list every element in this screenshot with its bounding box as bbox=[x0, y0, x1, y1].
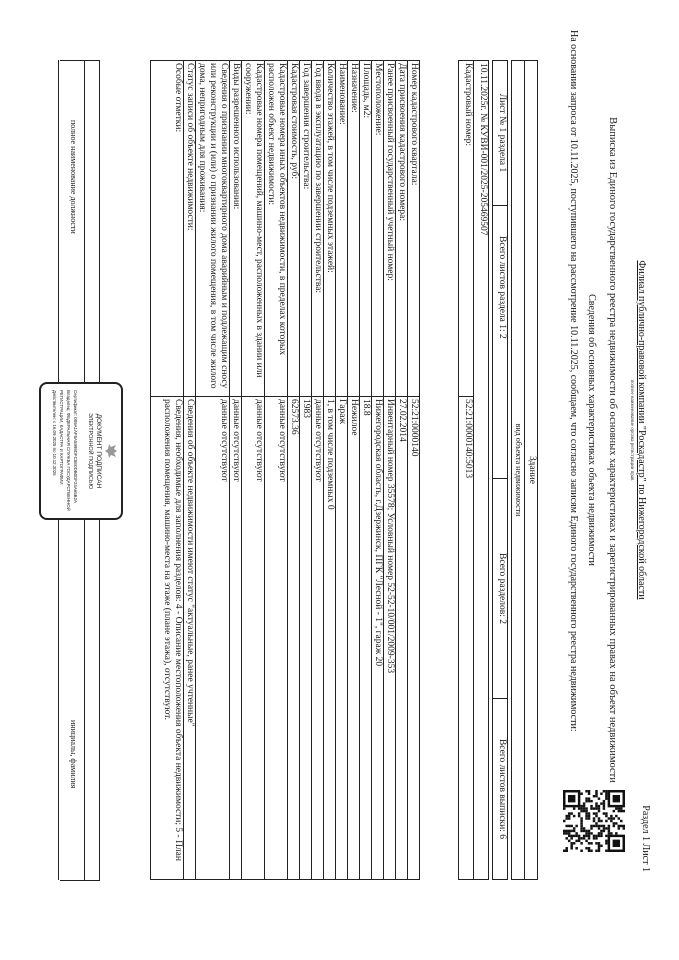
qr-module bbox=[583, 830, 585, 832]
qr-module bbox=[588, 830, 590, 832]
row-value: данные отсутствуют bbox=[265, 397, 288, 880]
qr-module bbox=[593, 825, 595, 827]
qr-module bbox=[605, 812, 607, 814]
qr-module bbox=[588, 832, 590, 834]
qr-module bbox=[580, 817, 582, 819]
table-row bbox=[265, 61, 288, 880]
table-row bbox=[230, 61, 242, 880]
qr-module bbox=[563, 850, 565, 852]
qr-module bbox=[580, 807, 582, 809]
row-value: данные отсутствуют bbox=[196, 397, 230, 880]
object-type-table bbox=[511, 60, 538, 880]
qr-module bbox=[595, 812, 597, 814]
table-row bbox=[384, 61, 396, 880]
qr-module bbox=[595, 822, 597, 824]
qr-module bbox=[580, 830, 582, 832]
qr-module bbox=[615, 832, 617, 834]
qr-module bbox=[585, 815, 587, 817]
qr-module bbox=[605, 842, 607, 844]
qr-module bbox=[603, 830, 605, 832]
table-row bbox=[196, 61, 230, 880]
qr-module bbox=[598, 850, 600, 852]
qr-finder-center bbox=[613, 795, 620, 802]
table-row bbox=[324, 61, 336, 880]
qr-module bbox=[563, 820, 565, 822]
qr-module bbox=[583, 807, 585, 809]
organization-name-text: Филиал публично-правовой компании "Роскадастр" по Нижегородской области bbox=[636, 260, 647, 600]
row-value: 27.02.2014 bbox=[396, 397, 408, 880]
table-row bbox=[348, 61, 360, 880]
qr-module bbox=[598, 820, 600, 822]
qr-module bbox=[605, 850, 607, 852]
qr-module bbox=[598, 845, 600, 847]
qr-module bbox=[600, 820, 602, 822]
sheets-in-section: Всего листов раздела 1: 2 bbox=[493, 206, 508, 479]
row-value: данные отсутствуют bbox=[312, 397, 324, 880]
qr-module bbox=[603, 807, 605, 809]
row-value: 1, в том числе подземных 0 bbox=[324, 397, 336, 880]
request-table bbox=[458, 60, 489, 880]
qr-module bbox=[585, 790, 587, 792]
qr-module bbox=[590, 800, 592, 802]
qr-module bbox=[585, 835, 587, 837]
position-caption: полное наименование должности bbox=[69, 120, 78, 234]
qr-module bbox=[598, 797, 600, 799]
object-type-caption: вид объекта недвижимости bbox=[512, 61, 525, 880]
qr-module bbox=[623, 810, 625, 812]
qr-module bbox=[595, 795, 597, 797]
organization-caption: полное наименование органа регистрации прав bbox=[629, 379, 634, 481]
basis-text: На основании запроса от 10.11.2025, поступившего на рассмотрение 10.11.2025, сообщаем, что согласно записям Единого государственного реестра недвижимости: bbox=[568, 30, 579, 732]
qr-module bbox=[593, 820, 595, 822]
table-row bbox=[408, 61, 420, 880]
qr-module bbox=[600, 845, 602, 847]
row-label: Особые отметки: bbox=[151, 61, 184, 397]
qr-module bbox=[595, 790, 597, 792]
qr-module bbox=[593, 795, 595, 797]
qr-module bbox=[615, 815, 617, 817]
qr-module bbox=[618, 825, 620, 827]
qr-module bbox=[608, 832, 610, 834]
emblem-icon bbox=[104, 442, 118, 460]
qr-module bbox=[583, 802, 585, 804]
qr-module bbox=[598, 817, 600, 819]
qr-module bbox=[613, 825, 615, 827]
qr-module bbox=[593, 837, 595, 839]
stamp-owner-2: РЕГИСТРАЦИИ, КАДАСТРА И КАРТОГРАФИИ bbox=[59, 390, 64, 485]
qr-module bbox=[598, 827, 600, 829]
qr-module bbox=[605, 792, 607, 794]
row-label: Наименование: bbox=[336, 61, 348, 397]
qr-module bbox=[580, 810, 582, 812]
qr-module bbox=[595, 842, 597, 844]
qr-module bbox=[585, 840, 587, 842]
row-value: Сведения об объекте недвижимости имеют статус "актуальные, ранее учтенные" bbox=[184, 397, 196, 880]
row-label: Виды разрешенного использования: bbox=[230, 61, 242, 397]
qr-module bbox=[580, 837, 582, 839]
qr-module bbox=[595, 802, 597, 804]
qr-module bbox=[615, 807, 617, 809]
qr-module bbox=[608, 817, 610, 819]
stamp-certificate: Сертификат: 009A1AF5A5999DFC5E0DB0DF24A65B2A bbox=[73, 390, 78, 503]
sheets-total: Всего листов выписки: 6 bbox=[493, 699, 508, 880]
qr-module bbox=[595, 850, 597, 852]
qr-module bbox=[600, 832, 602, 834]
row-value: Нижегородская область, г.Дзержинск, ПГК "Лесной - 1", гараж 20 bbox=[372, 397, 384, 880]
qr-module bbox=[585, 817, 587, 819]
qr-finder-center bbox=[613, 840, 620, 847]
qr-module bbox=[603, 812, 605, 814]
row-value: Нежилое bbox=[348, 397, 360, 880]
request-number: 10.11.2025г. № КУВИ-001/2025-205469507 bbox=[474, 61, 489, 880]
row-value: 1983 bbox=[300, 397, 312, 880]
qr-module bbox=[600, 835, 602, 837]
table-row bbox=[242, 61, 265, 880]
qr-module bbox=[620, 820, 622, 822]
signature-border bbox=[60, 880, 100, 881]
qr-module bbox=[595, 815, 597, 817]
qr-module bbox=[595, 792, 597, 794]
qr-module bbox=[605, 827, 607, 829]
qr-module bbox=[620, 825, 622, 827]
qr-module bbox=[585, 832, 587, 834]
qr-module bbox=[598, 805, 600, 807]
qr-module bbox=[600, 830, 602, 832]
qr-module bbox=[603, 825, 605, 827]
qr-module bbox=[598, 842, 600, 844]
row-value: 18.8 bbox=[360, 397, 372, 880]
table-row bbox=[372, 61, 384, 880]
qr-module bbox=[580, 822, 582, 824]
table-row bbox=[288, 61, 300, 880]
qr-module bbox=[598, 810, 600, 812]
qr-module bbox=[580, 827, 582, 829]
qr-module bbox=[605, 840, 607, 842]
qr-module bbox=[590, 827, 592, 829]
qr-module bbox=[620, 810, 622, 812]
qr-module bbox=[580, 792, 582, 794]
qr-module bbox=[598, 807, 600, 809]
qr-module bbox=[613, 817, 615, 819]
row-value: Инвентарный номер 35578; Условный номер 52-52-10/001/2009-353 bbox=[384, 397, 396, 880]
row-value: данные отсутствуют bbox=[230, 397, 242, 880]
qr-module bbox=[583, 805, 585, 807]
qr-module bbox=[605, 815, 607, 817]
row-label: Кадастровые номера иных объектов недвижимости, в пределах которых расположен объект недвижимости: bbox=[265, 61, 288, 397]
row-label: Местоположение: bbox=[372, 61, 384, 397]
qr-module bbox=[590, 805, 592, 807]
qr-module bbox=[583, 837, 585, 839]
qr-module bbox=[608, 825, 610, 827]
table-row bbox=[184, 61, 196, 880]
row-label: Назначение: bbox=[348, 61, 360, 397]
qr-module bbox=[610, 820, 612, 822]
qr-module bbox=[615, 822, 617, 824]
qr-module bbox=[585, 807, 587, 809]
qr-module bbox=[588, 817, 590, 819]
qr-module bbox=[580, 805, 582, 807]
stamp-subtitle: ЭЛЕКТРОННОЙ ПОДПИСЬЮ bbox=[87, 412, 93, 490]
qr-module bbox=[590, 842, 592, 844]
qr-module bbox=[585, 797, 587, 799]
name-caption: инициалы, фамилия bbox=[69, 720, 78, 789]
sheet-info-table bbox=[492, 60, 508, 880]
qr-module bbox=[585, 810, 587, 812]
qr-module bbox=[598, 835, 600, 837]
qr-module bbox=[595, 805, 597, 807]
table-row bbox=[151, 61, 184, 880]
qr-module bbox=[610, 817, 612, 819]
qr-module bbox=[590, 850, 592, 852]
qr-module bbox=[583, 835, 585, 837]
qr-module bbox=[588, 850, 590, 852]
qr-module bbox=[563, 832, 565, 834]
qr-module bbox=[600, 802, 602, 804]
qr-module bbox=[583, 827, 585, 829]
qr-module bbox=[600, 792, 602, 794]
qr-module bbox=[563, 807, 565, 809]
qr-module bbox=[595, 837, 597, 839]
qr-module bbox=[588, 790, 590, 792]
qr-module bbox=[623, 827, 625, 829]
qr-module bbox=[610, 832, 612, 834]
stamp-owner: Владелец: ФЕДЕРАЛЬНАЯ СЛУЖБА ГОСУДАРСТВЕННОЙ bbox=[66, 390, 71, 511]
qr-module bbox=[618, 810, 620, 812]
qr-module bbox=[588, 815, 590, 817]
qr-module bbox=[603, 827, 605, 829]
qr-module bbox=[608, 827, 610, 829]
row-label: Количество этажей, в том числе подземных этажей: bbox=[324, 61, 336, 397]
qr-module bbox=[583, 810, 585, 812]
qr-module bbox=[618, 807, 620, 809]
qr-module bbox=[585, 800, 587, 802]
qr-module bbox=[598, 847, 600, 849]
characteristics-table bbox=[150, 60, 420, 880]
row-value: Сведения, необходимые для заполнения разделов: 4 - Описание местоположения объекта недвижимости; 5 - План расположения помещения, машино-места на этаже (плане этажа), отсутствуют. bbox=[151, 397, 184, 880]
qr-module bbox=[580, 825, 582, 827]
qr-module bbox=[603, 790, 605, 792]
row-label: Номер кадастрового квартала: bbox=[408, 61, 420, 397]
qr-module bbox=[605, 797, 607, 799]
qr-module bbox=[605, 835, 607, 837]
row-label: Ранее присвоенный государственный учетный номер: bbox=[384, 61, 396, 397]
document-subtitle: Сведения об основных характеристиках объекта недвижимости bbox=[586, 294, 597, 566]
row-value: 62573.36 bbox=[288, 397, 300, 880]
qr-module bbox=[585, 830, 587, 832]
section-label: Раздел 1 Лист 1 bbox=[640, 805, 651, 872]
qr-module bbox=[593, 817, 595, 819]
table-row bbox=[336, 61, 348, 880]
qr-module bbox=[605, 795, 607, 797]
qr-module bbox=[598, 825, 600, 827]
qr-module bbox=[598, 832, 600, 834]
row-label: Кадастровая стоимость, руб: bbox=[288, 61, 300, 397]
row-label: Кадастровые номера помещений, машино-мест, расположенных в здании или сооружении: bbox=[242, 61, 265, 397]
document-title: Выписка из Единого государственного реестра недвижимости об основных характеристиках и зарегистрированных правах на объект недвижимости bbox=[607, 117, 618, 783]
stamp-validity: Действителен: с 16.09.2025 по 10.12.2026 bbox=[52, 390, 57, 476]
qr-module bbox=[593, 812, 595, 814]
qr-module bbox=[623, 825, 625, 827]
qr-module bbox=[608, 830, 610, 832]
qr-module bbox=[618, 827, 620, 829]
row-label: Год ввода в эксплуатацию по завершении строительства: bbox=[312, 61, 324, 397]
qr-module bbox=[603, 802, 605, 804]
qr-module bbox=[610, 815, 612, 817]
qr-module bbox=[580, 842, 582, 844]
qr-module bbox=[605, 790, 607, 792]
qr-module bbox=[613, 810, 615, 812]
qr-module bbox=[563, 830, 565, 832]
cadastral-number-label: Кадастровый номер: bbox=[459, 61, 474, 397]
object-type: Здание bbox=[525, 61, 538, 880]
qr-module bbox=[585, 812, 587, 814]
qr-module bbox=[580, 820, 582, 822]
qr-module bbox=[613, 822, 615, 824]
qr-module bbox=[588, 792, 590, 794]
qr-module bbox=[588, 835, 590, 837]
sheet-number: Лист № 1 раздела 1 bbox=[493, 61, 508, 206]
qr-module bbox=[595, 835, 597, 837]
row-value: Гараж bbox=[336, 397, 348, 880]
qr-module bbox=[593, 835, 595, 837]
qr-module bbox=[618, 817, 620, 819]
qr-module bbox=[588, 800, 590, 802]
qr-module bbox=[600, 825, 602, 827]
electronic-signature-stamp bbox=[39, 382, 123, 520]
qr-module bbox=[588, 837, 590, 839]
table-row bbox=[300, 61, 312, 880]
table-row bbox=[360, 61, 372, 880]
table-row bbox=[396, 61, 408, 880]
qr-module bbox=[588, 847, 590, 849]
qr-module bbox=[603, 805, 605, 807]
row-label: Дата присвоения кадастрового номера: bbox=[396, 61, 408, 397]
row-label: Площадь, м2: bbox=[360, 61, 372, 397]
qr-module bbox=[588, 842, 590, 844]
cadastral-number-value: 52:21:0000140:5013 bbox=[459, 397, 474, 880]
sections-total: Всего разделов: 2 bbox=[493, 479, 508, 699]
row-value: данные отсутствуют bbox=[242, 397, 265, 880]
qr-module bbox=[620, 807, 622, 809]
qr-module bbox=[595, 807, 597, 809]
qr-module bbox=[588, 812, 590, 814]
stamp-title: ДОКУМЕНТ ПОДПИСАН bbox=[95, 413, 102, 489]
qr-module bbox=[580, 850, 582, 852]
table-row bbox=[312, 61, 324, 880]
organization-name bbox=[636, 150, 647, 710]
row-label: Год завершения строительства: bbox=[300, 61, 312, 397]
signature-border bbox=[60, 60, 100, 61]
qr-module bbox=[603, 800, 605, 802]
qr-module bbox=[588, 797, 590, 799]
qr-module bbox=[605, 820, 607, 822]
qr-module bbox=[590, 832, 592, 834]
row-value: 52:21:0000140 bbox=[408, 397, 420, 880]
qr-module bbox=[590, 825, 592, 827]
row-label: Статус записи об объекте недвижимости: bbox=[184, 61, 196, 397]
qr-module bbox=[590, 807, 592, 809]
qr-module bbox=[585, 847, 587, 849]
qr-module bbox=[595, 825, 597, 827]
qr-module bbox=[593, 807, 595, 809]
row-label: Сведения о признании многоквартирного дома аварийным и подлежащим сносу или реконструкции и (или) о признании жилого помещения, в том числе жилого дома, непригодным для проживания: bbox=[196, 61, 230, 397]
